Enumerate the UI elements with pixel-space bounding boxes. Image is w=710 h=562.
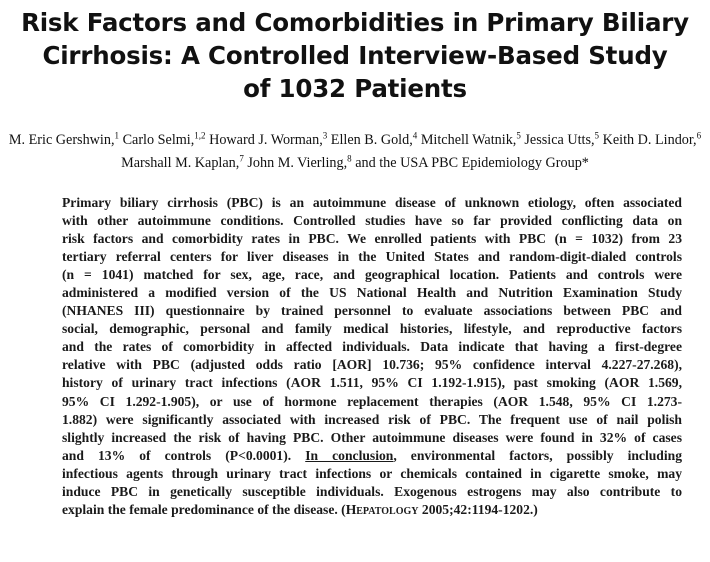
abstract-line: infectious agents through urinary tract infections or chemicals contained in cigarette smoke, may: [62, 465, 682, 481]
abstract-line: administered a modified version of the US National Health and Nutrition Examination Study: [62, 285, 682, 301]
abstract-segment: and 13% of controls (P<0.0001).: [62, 447, 306, 463]
abstract-line: 1.882) were significantly associated with increased risk of PBC. The frequent use of nail polish: [62, 411, 682, 427]
conclusion-label: In conclusion: [305, 447, 394, 463]
abstract-segment: explain the female predominance of the disease.: [62, 501, 342, 517]
author-name: Howard J. Worman,: [205, 132, 323, 148]
author-name: Mitchell Watnik,: [417, 132, 517, 148]
abstract-line: induce PBC in genetically susceptible individuals. Exogenous estrogens may also contribute to: [62, 483, 682, 499]
abstract-line: tertiary referral centers for liver diseases in the United States and random-digit-dialed controls: [62, 249, 682, 265]
author-affiliation: 3: [322, 130, 328, 141]
citation-details: 2005;42:1194-1202.): [418, 501, 538, 517]
title-line-2: Cirrhosis: A Controlled Interview-Based Study: [42, 41, 668, 70]
abstract-line: with other autoimmune conditions. Controlled studies have so far provided conflicting data on: [62, 213, 682, 229]
abstract-line: relative with PBC (adjusted odds ratio [AOR] 10.736; 95% confidence interval 4.227-27.268),: [62, 357, 682, 373]
author-affiliation: 5: [594, 130, 600, 141]
author-name: Carlo Selmi,: [119, 132, 195, 148]
citation-journal: Hepatology: [345, 501, 419, 517]
author-affiliation: 1: [114, 130, 120, 141]
author-affiliation: 5: [516, 130, 521, 141]
abstract-line: 95% CI 1.292-1.905), or use of hormone replacement therapies (AOR 1.548, 95% CI 1.273-: [62, 393, 682, 409]
author-affiliation: 1,2: [194, 130, 206, 141]
article-title: [0, 6, 710, 105]
author-line-1: [0, 129, 710, 152]
abstract-line: Primary biliary cirrhosis (PBC) is an autoimmune disease of unknown etiology, often associated: [62, 195, 682, 210]
citation-open: (: [341, 501, 346, 517]
abstract: [62, 194, 682, 519]
author-name: Keith D. Lindor,: [599, 132, 697, 148]
abstract-line: social, demographic, personal and family medical histories, lifestyle, and reproductive factors: [62, 321, 682, 337]
abstract-line: history of urinary tract infections (AOR 1.511, 95% CI 1.192-1.915), past smoking (AOR 1.569,: [62, 375, 682, 391]
author-name: Ellen B. Gold,: [327, 132, 413, 148]
abstract-segment: , environmental factors, possibly including: [393, 447, 683, 463]
abstract-line: (NHANES III) questionnaire by trained personnel to evaluate associations between PBC and: [62, 303, 682, 319]
abstract-last-line: [62, 501, 682, 519]
author-affiliation: 7: [239, 153, 244, 164]
author-affiliation: 4: [412, 130, 418, 141]
author-name: John M. Vierling,: [243, 155, 348, 171]
abstract-line: slightly increased the risk of having PBC. Other autoimmune diseases were found in 32% of cases: [62, 429, 682, 445]
author-affiliation: 8: [347, 153, 352, 164]
abstract-line: and the rates of comorbidity in affected individuals. Data indicate that having a first-degree: [62, 339, 682, 355]
title-line-1: Risk Factors and Comorbidities in Primary Biliary: [21, 8, 689, 37]
author-name: and the USA PBC Epidemiology Group*: [351, 155, 589, 171]
abstract-line: risk factors and comorbidity rates in PBC. We enrolled patients with PBC (n = 1032) from 23: [62, 231, 682, 247]
title-line-3: of 1032 Patients: [243, 74, 467, 103]
author-name: Marshall M. Kaplan,: [121, 155, 240, 171]
author-name: M. Eric Gershwin,: [8, 132, 115, 148]
author-line-2: [0, 152, 710, 175]
author-affiliation: 6: [696, 130, 702, 141]
abstract-line-conclusion: [62, 447, 682, 465]
author-list: [0, 129, 710, 175]
abstract-line: (n = 1041) matched for sex, age, race, and geographical location. Patients and controls were: [62, 267, 682, 283]
author-name: Jessica Utts,: [520, 132, 595, 148]
